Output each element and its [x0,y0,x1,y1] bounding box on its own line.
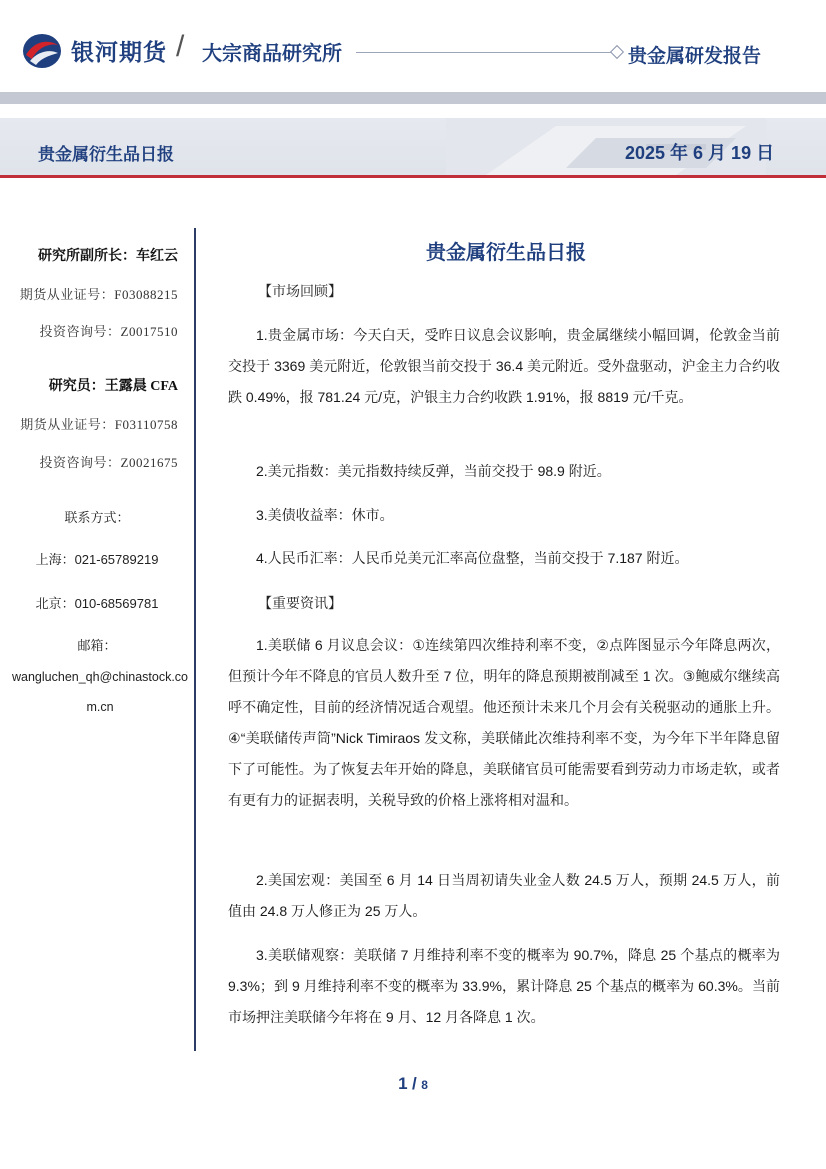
market-review-rmb-rate: 4.人民币汇率：人民币兑美元汇率高位盘整，当前交投于 7.187 附近。 [256,550,689,566]
page-number [0,1074,826,1094]
news-fomc-meeting: 1.美联储 6 月议息会议：①连续第四次维持利率不变，②点阵图显示今年降息两次，但预计今年不降息的官员人数升至 7 位，明年的降息预期被削减至 1 次。③鲍威尔继续高呼不确定性，目前的经济情况适合观望。他还预计未来几个月会有关税驱动的通胀上升。④“美联储传声筒”Nick Timiraos 发文称，美联储此次维持利率不变，为今年下半年降息留下了可能性。为了恢复去年开始的降息，美联储官员可能需要看到劳动力市场走软，或者有更有力的证据表明，关税导致的价格上涨将相对温和。 [228,637,780,808]
shanghai-phone: 上海：021-65789219 [35,552,159,567]
institute-name: 大宗商品研究所 [202,43,342,65]
report-category: 贵金属研发报告 [628,46,762,67]
email-line-2[interactable]: m.cn [86,700,114,714]
banner-title: 贵金属衍生品日报 [38,145,174,164]
deputy-director: 研究所副所长：车红云 [38,249,178,264]
news-heading: 【重要资讯】 [258,595,342,611]
header-strip [0,92,826,104]
banner-accent-rule [0,175,826,178]
email-line-1[interactable]: wangluchen_qh@chinastock.co [12,670,188,684]
company-name: 银河期货 [71,39,167,65]
market-review-heading: 【市场回顾】 [258,283,342,299]
company-logo-icon [22,33,62,69]
market-review-treasury-yield: 3.美债收益率：休市。 [256,507,394,523]
page-total: 8 [421,1078,428,1092]
researcher-advisory-cert: 投资咨询号：Z0021675 [39,455,178,470]
researcher-futures-cert: 期货从业证号：F03110758 [20,417,178,432]
beijing-phone: 北京：010-68569781 [35,596,159,611]
page-current: 1 [398,1074,408,1093]
news-fed-watch: 3.美联储观察：美联储 7 月维持利率不变的概率为 90.7%，降息 25 个基点的概率为 9.3%；到 9 月维持利率不变的概率为 33.9%，累计降息 25 个基点的概率为 60.3%。当前市场押注美联储今年将在 9 月、12 月各降息 1 次。 [228,947,780,1025]
report-title: 贵金属衍生品日报 [426,242,586,264]
market-review-dollar-index: 2.美元指数：美元指数持续反弹，当前交投于 98.9 附近。 [256,463,611,479]
contact-label: 联系方式： [64,510,130,525]
report-date: 2025 年 6 月 19 日 [625,143,775,163]
director-futures-cert: 期货从业证号：F03088215 [19,287,178,302]
email-label: 邮箱： [77,638,117,653]
market-review-precious-metals: 1.贵金属市场：今天白天，受昨日议息会议影响，贵金属继续小幅回调，伦敦金当前交投于 3369 美元附近，伦敦银当前交投于 36.4 美元附近。受外盘驱动，沪金主力合约收跌 0.49%，报 781.24 元/克，沪银主力合约收跌 1.91%，报 8819 元/千克。 [228,327,780,405]
header-slash: / [176,30,185,63]
sidebar-divider [194,228,196,1051]
news-us-macro: 2.美国宏观：美国至 6 月 14 日当周初请失业金人数 24.5 万人，预期 24.5 万人，前值由 24.8 万人修正为 25 万人。 [228,872,780,919]
diamond-icon [610,45,624,59]
researcher-name: 研究员：王露晨 CFA [48,379,178,394]
header-divider-line [356,52,618,53]
director-advisory-cert: 投资咨询号：Z0017510 [39,324,178,339]
page-separator: / [412,1074,417,1093]
